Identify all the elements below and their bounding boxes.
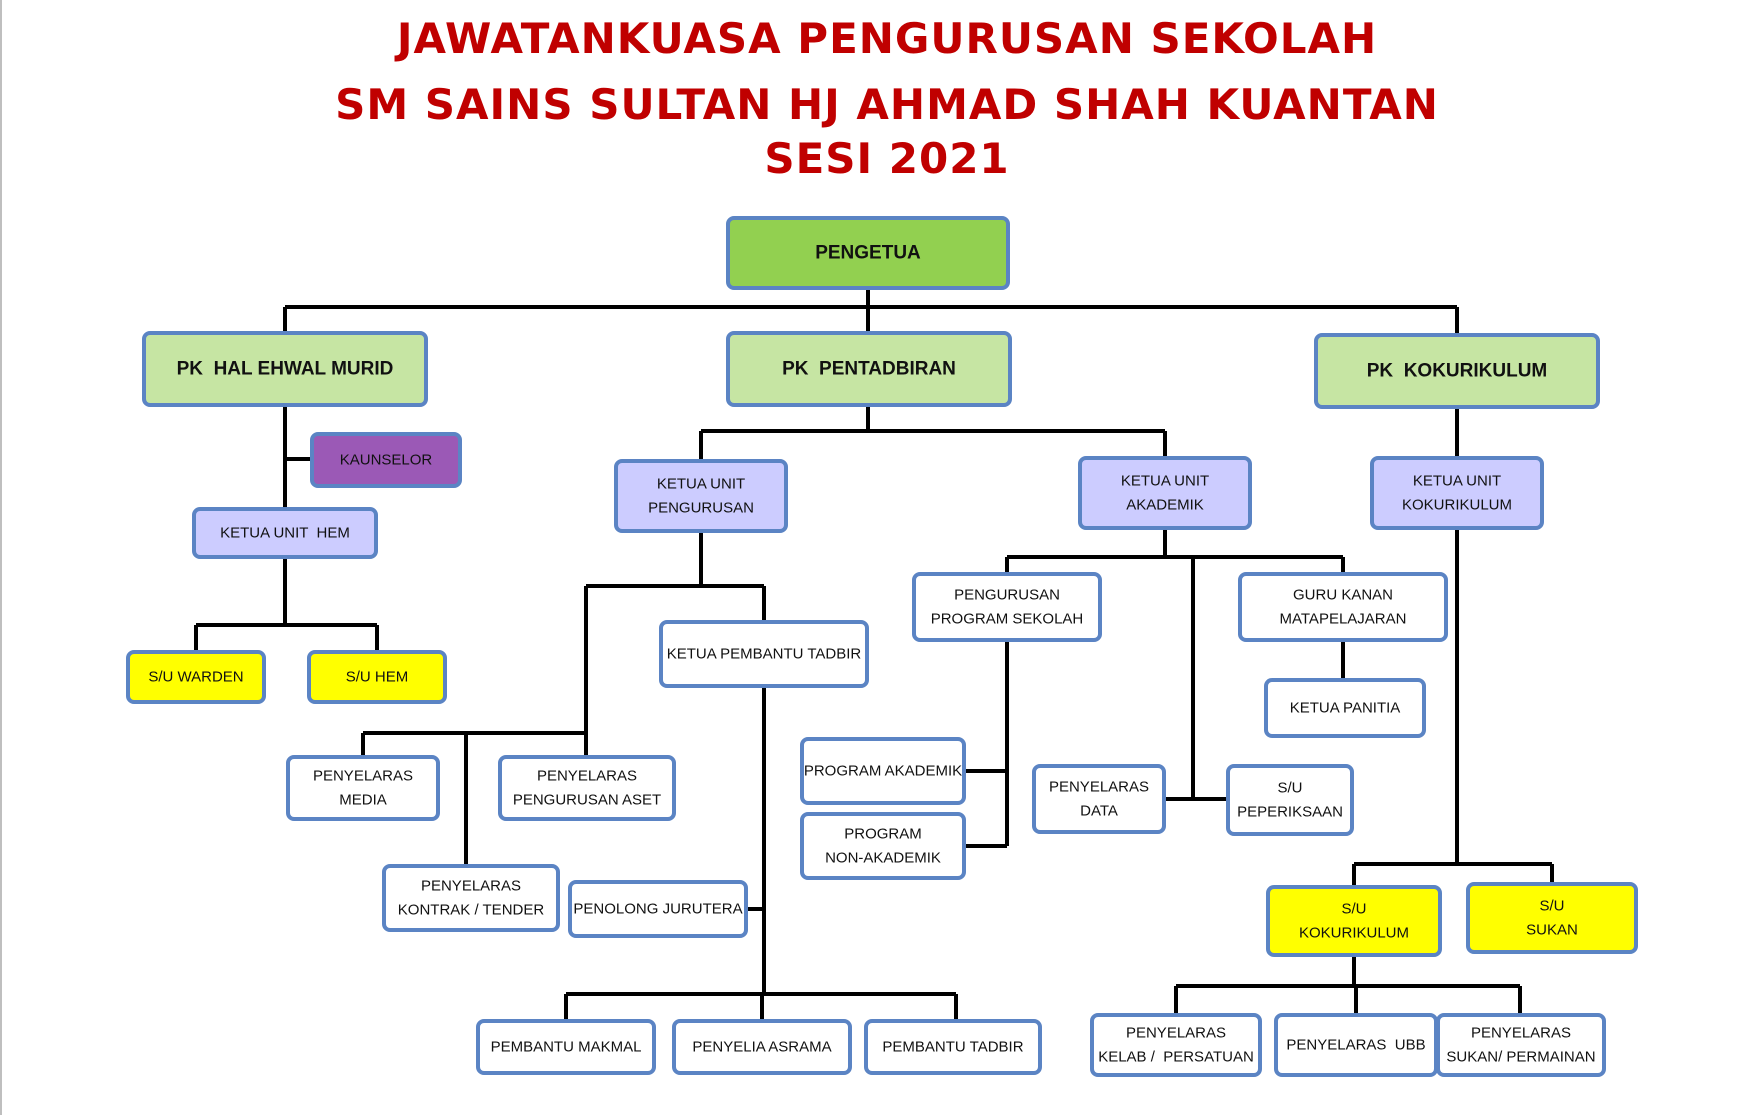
node-label: PROGRAM AKADEMIK — [803, 762, 963, 780]
node-label: PENGURUSAN — [648, 499, 754, 517]
node-label: PENYELARAS — [312, 767, 414, 785]
node-label: KOKURIKULUM — [1298, 924, 1410, 942]
node-label: PENYELARAS — [420, 877, 522, 895]
node-ketua-panitia — [1266, 680, 1424, 736]
node-ketua-unit-pengurusan — [616, 461, 786, 531]
node-label: PENGURUSAN ASET — [512, 791, 662, 809]
node-box — [288, 757, 438, 819]
node-guru-kanan-matapelajaran — [1240, 574, 1446, 640]
node-su-kokurikulum — [1268, 887, 1440, 955]
node-label: S/U WARDEN — [148, 668, 244, 686]
node-label: S/U — [1277, 779, 1303, 797]
node-pengurusan-program-sekolah — [914, 574, 1100, 640]
node-label: PENYELARAS — [536, 767, 638, 785]
node-box — [914, 574, 1100, 640]
node-su-peperiksaan — [1228, 766, 1352, 834]
node-ketua-pembantu-tadbir — [661, 622, 867, 686]
node-label: KOKURIKULUM — [1401, 496, 1513, 514]
node-label: SUKAN/ PERMAINAN — [1446, 1048, 1596, 1066]
node-pk-pentadbiran — [728, 333, 1010, 405]
org-nodes — [128, 218, 1636, 1075]
node-label: PROGRAM — [844, 825, 922, 843]
node-label: NON-AKADEMIK — [825, 849, 941, 867]
node-label: PENGETUA — [815, 242, 921, 264]
node-ketua-unit-hem — [194, 509, 376, 557]
node-box — [384, 866, 558, 930]
node-label: KETUA UNIT — [1412, 472, 1502, 490]
node-label: PK KOKURIKULUM — [1366, 360, 1548, 382]
node-pembantu-makmal — [478, 1021, 654, 1073]
node-penyelaras-media — [288, 757, 438, 819]
node-label: KELAB / PERSATUAN — [1098, 1048, 1254, 1066]
node-label: KETUA UNIT HEM — [220, 524, 350, 542]
node-pengetua — [728, 218, 1008, 288]
node-label: PENOLONG JURUTERA — [573, 900, 743, 918]
node-kaunselor — [312, 434, 460, 486]
node-ketua-unit-akademik — [1080, 458, 1250, 528]
node-label: PEMBANTU TADBIR — [882, 1038, 1024, 1056]
chart-title-line-3: SESI 2021 — [764, 134, 1010, 183]
node-pk-kokurikulum — [1316, 335, 1598, 407]
node-box — [802, 814, 964, 878]
node-label: PK PENTADBIRAN — [782, 358, 956, 380]
node-label: KAUNSELOR — [339, 451, 433, 469]
node-label: SUKAN — [1526, 921, 1578, 939]
node-label: KETUA UNIT — [656, 475, 746, 493]
node-penyelaras-data — [1034, 766, 1164, 832]
node-box — [1034, 766, 1164, 832]
node-penyelaras-sukan-permainan — [1438, 1015, 1604, 1075]
node-ketua-unit-kokurikulum — [1372, 458, 1542, 528]
node-pk-hem — [144, 333, 426, 405]
node-label: PENYELARAS — [1470, 1024, 1572, 1042]
node-box — [1468, 884, 1636, 952]
node-label: MATAPELAJARAN — [1279, 610, 1407, 628]
node-label: S/U — [1341, 900, 1367, 918]
node-pembantu-tadbir — [866, 1021, 1040, 1073]
node-box — [1372, 458, 1542, 528]
node-box — [500, 757, 674, 819]
node-penyelaras-kontrak-tender — [384, 866, 558, 930]
node-label: PROGRAM SEKOLAH — [930, 610, 1084, 628]
node-label: KETUA PEMBANTU TADBIR — [666, 645, 862, 663]
node-label: PENYELARAS UBB — [1286, 1036, 1426, 1054]
node-box — [1240, 574, 1446, 640]
node-label: KONTRAK / TENDER — [397, 901, 545, 919]
node-label: S/U HEM — [345, 668, 409, 686]
node-su-sukan — [1468, 884, 1636, 952]
node-penyelia-asrama — [674, 1021, 850, 1073]
node-box — [1228, 766, 1352, 834]
node-penyelaras-ubb — [1276, 1015, 1436, 1075]
node-label: PENYELARAS — [1048, 778, 1150, 796]
node-label: PENGURUSAN — [954, 586, 1060, 604]
node-box — [1080, 458, 1250, 528]
node-su-warden — [128, 652, 264, 702]
node-label: PEPERIKSAAN — [1237, 803, 1343, 821]
node-program-non-akademik — [802, 814, 964, 878]
chart-title-line-2: SM SAINS SULTAN HJ AHMAD SHAH KUANTAN — [335, 80, 1439, 129]
node-label: PEMBANTU MAKMAL — [490, 1038, 642, 1056]
node-label: GURU KANAN — [1292, 586, 1394, 604]
node-penolong-jurutera — [570, 882, 746, 936]
node-su-hem — [309, 652, 445, 702]
node-program-akademik — [802, 739, 964, 803]
node-box — [616, 461, 786, 531]
node-label: MEDIA — [339, 791, 387, 809]
node-label: KETUA UNIT — [1120, 472, 1210, 490]
node-penyelaras-pengurusan-aset — [500, 757, 674, 819]
node-label: DATA — [1080, 802, 1118, 820]
node-label: PENYELIA ASRAMA — [692, 1038, 832, 1056]
node-label: KETUA PANITIA — [1289, 699, 1401, 717]
node-label: PENYELARAS — [1125, 1024, 1227, 1042]
node-label: AKADEMIK — [1126, 496, 1204, 514]
node-penyelaras-kelab-persatuan — [1092, 1015, 1260, 1075]
node-label: S/U — [1539, 897, 1565, 915]
chart-title-line-1: JAWATANKUASA PENGURUSAN SEKOLAH — [396, 14, 1378, 63]
node-box — [1268, 887, 1440, 955]
node-label: PK HAL EHWAL MURID — [176, 358, 394, 380]
